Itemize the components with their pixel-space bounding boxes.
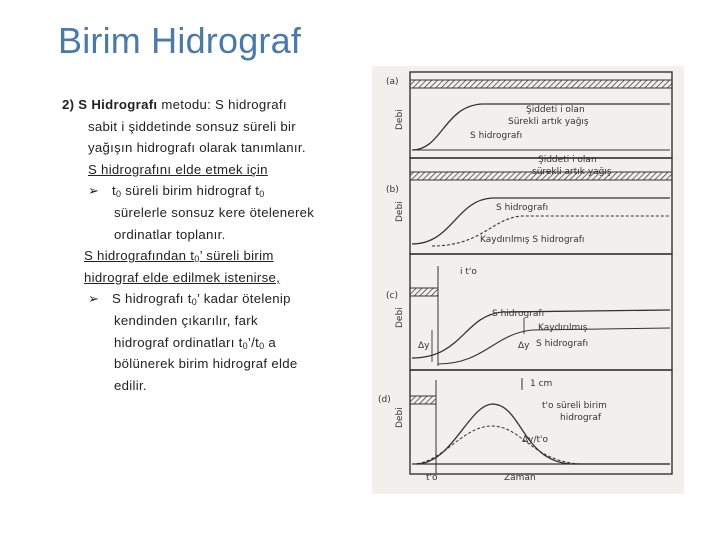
d-t0-label: t'o	[426, 473, 438, 483]
text-span: a	[264, 334, 276, 350]
text-line: sürelerle sonsuz kere ötelenerek	[114, 204, 315, 220]
content-body	[62, 94, 362, 396]
axis-label-d: Debi	[395, 407, 405, 428]
text-line: edilir.	[114, 377, 147, 393]
text-line: sabit i şiddetinde sonsuz süreli bir	[88, 118, 296, 134]
subheading-2-line-1	[62, 245, 362, 267]
subscript: 0	[194, 254, 200, 265]
text-span: ’ kadar ötelenip	[197, 291, 291, 307]
d-uh-label-2: hidrograf	[560, 413, 602, 423]
c-shift-label-1: Kaydırılmış	[538, 323, 588, 333]
text-span: ’ süreli birim	[199, 248, 274, 264]
text-span: süreli birim hidrograf t	[121, 183, 260, 199]
a-rain-label-1: Şiddeti i olan	[526, 105, 585, 115]
subheading: S hidrografını elde etmek için	[88, 161, 268, 177]
subscript: 0	[259, 189, 265, 200]
panel-a-label: (a)	[386, 77, 399, 87]
item-number: 2)	[62, 97, 75, 112]
item-heading-rest: metodu: S hidrografı	[157, 97, 287, 112]
axis-label-b: Debi	[395, 201, 405, 222]
subscript: 0	[115, 189, 122, 200]
page-title: Birim Hidrograf	[58, 20, 302, 61]
b-rain-label-2: sürekli artık yağış	[532, 167, 612, 177]
figure-svg	[372, 66, 684, 494]
b-rain-label-1: Şiddeti i olan	[538, 155, 597, 165]
text-line: yağışın hidrografı olarak tanımlanır.	[88, 140, 306, 156]
panel-a-rain-bar	[410, 80, 672, 88]
s-hydrograph-figure	[372, 66, 684, 494]
subheading-2-line-2: hidrograf elde edilmek istenirse,	[84, 269, 281, 285]
text-line-3	[62, 332, 362, 354]
panel-d-label: (d)	[378, 395, 391, 405]
panel-d-rain-bar	[410, 396, 436, 404]
text-line: bölünerek birim hidrograf elde	[114, 356, 298, 372]
panel-d-unit-hydrograph	[416, 404, 670, 464]
bullet-1	[62, 180, 362, 202]
d-1cm-label: 1 cm	[530, 379, 553, 389]
axis-label-a: Debi	[395, 109, 405, 130]
d-ratio-label: Δy/t'o	[522, 435, 549, 445]
arrow-bullet-icon: ➢	[88, 183, 100, 199]
panel-c-label: (c)	[386, 291, 398, 301]
axis-label-c: Debi	[395, 307, 405, 328]
c-shift-label-2: S hidrografı	[536, 339, 589, 349]
c-t0-label: i t'o	[460, 267, 477, 277]
subscript: 0	[242, 340, 248, 351]
d-uh-label-1: t'o süreli birim	[542, 401, 607, 411]
text-line: kendinden çıkarılır, fark	[114, 312, 258, 328]
panel-b-label: (b)	[386, 185, 399, 195]
subscript: 0	[259, 340, 265, 351]
panel-d-difference-curve	[412, 426, 582, 464]
c-dy-label-1: Δy	[418, 341, 430, 351]
text-span: t	[112, 183, 116, 199]
c-dy-label-2: Δy	[518, 341, 530, 351]
item-2-line	[62, 94, 362, 116]
arrow-bullet-icon: ➢	[88, 291, 100, 307]
text-line: ordinatlar toplanır.	[114, 226, 226, 242]
item-heading: S Hidrografı	[78, 97, 158, 112]
text-span: S hidrografı t	[112, 291, 192, 307]
text-span: hidrograf ordinatları t	[114, 334, 243, 350]
x-axis-label: Zaman	[504, 473, 536, 483]
text-span: ’/t	[247, 334, 260, 350]
c-s-label: S hidrografı	[492, 309, 545, 319]
b-s-label: S hidrografı	[496, 203, 549, 213]
a-s-label: S hidrografı	[470, 131, 523, 141]
a-rain-label-2: Sürekli artık yağış	[508, 117, 589, 127]
bullet-2	[62, 288, 362, 310]
subscript: 0	[191, 297, 198, 308]
b-shift-label: Kaydırılmış S hidrografı	[480, 235, 585, 245]
panel-c-rain-bar	[410, 288, 438, 296]
text-span: S hidrografından t	[84, 248, 195, 264]
